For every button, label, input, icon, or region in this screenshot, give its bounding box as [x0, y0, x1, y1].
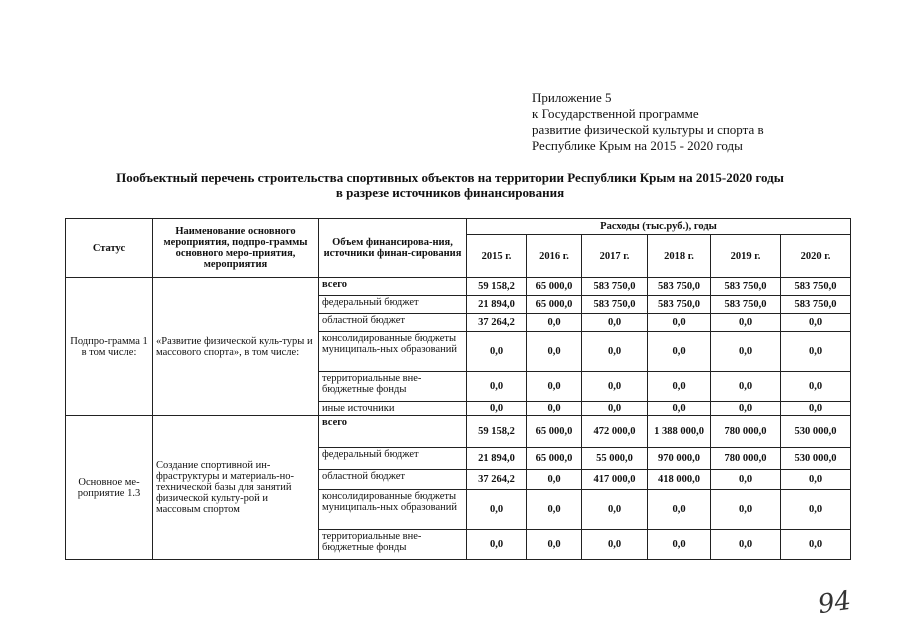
- header-year: 2020 г.: [781, 235, 851, 278]
- amount-cell: 0,0: [648, 402, 711, 416]
- amount-cell: 0,0: [527, 402, 582, 416]
- amount-cell: 583 750,0: [582, 296, 648, 314]
- amount-cell: 970 000,0: [648, 448, 711, 470]
- amount-cell: 0,0: [582, 314, 648, 332]
- header-year: 2015 г.: [467, 235, 527, 278]
- amount-cell: 0,0: [467, 332, 527, 372]
- amount-cell: 0,0: [711, 332, 781, 372]
- amount-cell: 0,0: [527, 372, 582, 402]
- amount-cell: 0,0: [711, 530, 781, 560]
- amount-cell: 21 894,0: [467, 296, 527, 314]
- funding-source-cell: федеральный бюджет: [319, 296, 467, 314]
- amount-cell: 0,0: [467, 372, 527, 402]
- funding-source-cell: территориальные вне-бюджетные фонды: [319, 372, 467, 402]
- amount-cell: 583 750,0: [648, 296, 711, 314]
- table-row: [66, 416, 851, 448]
- status-cell: Основное ме-роприятие 1.3: [66, 416, 153, 560]
- amount-cell: 0,0: [711, 314, 781, 332]
- funding-source-cell: областной бюджет: [319, 470, 467, 490]
- amount-cell: 0,0: [781, 372, 851, 402]
- status-cell: Подпро-грамма 1 в том числе:: [66, 278, 153, 416]
- appendix-line-1: Приложение 5: [532, 90, 612, 105]
- header-year: 2016 г.: [527, 235, 582, 278]
- amount-cell: 583 750,0: [711, 278, 781, 296]
- program-name-cell: Создание спортивной ин-фраструктуры и материаль-но- технической базы для занятий физической культу-рой и массовым спортом: [153, 416, 319, 560]
- amount-cell: 0,0: [711, 402, 781, 416]
- amount-cell: 65 000,0: [527, 416, 582, 448]
- amount-cell: 0,0: [711, 470, 781, 490]
- amount-cell: 0,0: [781, 490, 851, 530]
- header-year: 2019 г.: [711, 235, 781, 278]
- amount-cell: 65 000,0: [527, 448, 582, 470]
- title-line-2: в разрезе источников финансирования: [335, 185, 565, 200]
- amount-cell: 0,0: [781, 402, 851, 416]
- amount-cell: 0,0: [648, 530, 711, 560]
- amount-cell: 0,0: [648, 314, 711, 332]
- header-year: 2017 г.: [582, 235, 648, 278]
- amount-cell: 37 264,2: [467, 314, 527, 332]
- amount-cell: 780 000,0: [711, 416, 781, 448]
- appendix-line-2: к Государственной программе: [532, 106, 699, 121]
- header-status: Статус: [66, 219, 153, 278]
- amount-cell: 0,0: [648, 372, 711, 402]
- amount-cell: 65 000,0: [527, 278, 582, 296]
- funding-source-cell: областной бюджет: [319, 314, 467, 332]
- amount-cell: 0,0: [582, 332, 648, 372]
- funding-source-cell: иные источники: [319, 402, 467, 416]
- amount-cell: 59 158,2: [467, 416, 527, 448]
- amount-cell: 0,0: [781, 470, 851, 490]
- amount-cell: 530 000,0: [781, 416, 851, 448]
- appendix-line-3: развитие физической культуры и спорта в: [532, 122, 764, 137]
- amount-cell: 0,0: [527, 332, 582, 372]
- amount-cell: 0,0: [582, 530, 648, 560]
- amount-cell: 472 000,0: [582, 416, 648, 448]
- header-year: 2018 г.: [648, 235, 711, 278]
- amount-cell: 530 000,0: [781, 448, 851, 470]
- amount-cell: 0,0: [467, 530, 527, 560]
- amount-cell: 65 000,0: [527, 296, 582, 314]
- amount-cell: 0,0: [527, 470, 582, 490]
- header-name: Наименование основного мероприятия, подпро-граммы основного меро-приятия, мероприятия: [153, 219, 319, 278]
- amount-cell: 0,0: [648, 332, 711, 372]
- amount-cell: 0,0: [582, 402, 648, 416]
- amount-cell: 37 264,2: [467, 470, 527, 490]
- amount-cell: 0,0: [582, 490, 648, 530]
- appendix-note: [532, 90, 764, 154]
- amount-cell: 418 000,0: [648, 470, 711, 490]
- amount-cell: 0,0: [527, 530, 582, 560]
- amount-cell: 0,0: [711, 372, 781, 402]
- amount-cell: 0,0: [467, 490, 527, 530]
- program-name-cell: «Развитие физической куль-туры и массового спорта», в том числе:: [153, 278, 319, 416]
- amount-cell: 583 750,0: [781, 278, 851, 296]
- amount-cell: 0,0: [467, 402, 527, 416]
- funding-source-cell: всего: [319, 278, 467, 296]
- funding-source-cell: консолидированные бюджеты муниципаль-ных образований: [319, 332, 467, 372]
- amount-cell: 583 750,0: [781, 296, 851, 314]
- table-row: [66, 278, 851, 296]
- funding-source-cell: федеральный бюджет: [319, 448, 467, 470]
- amount-cell: 417 000,0: [582, 470, 648, 490]
- amount-cell: 0,0: [781, 314, 851, 332]
- funding-table: [65, 218, 851, 560]
- amount-cell: 0,0: [527, 314, 582, 332]
- document-title: [20, 170, 880, 200]
- amount-cell: 583 750,0: [648, 278, 711, 296]
- header-source: Объем финансирова-ния, источники финан-сирования: [319, 219, 467, 278]
- table-body: [66, 278, 851, 560]
- appendix-line-4: Республике Крым на 2015 - 2020 годы: [532, 138, 743, 153]
- amount-cell: 780 000,0: [711, 448, 781, 470]
- amount-cell: 0,0: [527, 490, 582, 530]
- header-expenses: Расходы (тыс.руб.), годы: [467, 219, 851, 235]
- amount-cell: 1 388 000,0: [648, 416, 711, 448]
- funding-source-cell: консолидированные бюджеты муниципаль-ных образований: [319, 490, 467, 530]
- amount-cell: 0,0: [582, 372, 648, 402]
- funding-source-cell: территориальные вне-бюджетные фонды: [319, 530, 467, 560]
- page-number: 94: [816, 585, 854, 621]
- amount-cell: 0,0: [648, 490, 711, 530]
- title-line-1: Пообъектный перечень строительства спортивных объектов на территории Республики Крым на 2015-2020 годы: [116, 170, 784, 185]
- amount-cell: 583 750,0: [582, 278, 648, 296]
- amount-cell: 0,0: [781, 332, 851, 372]
- funding-source-cell: всего: [319, 416, 467, 448]
- amount-cell: 21 894,0: [467, 448, 527, 470]
- amount-cell: 55 000,0: [582, 448, 648, 470]
- amount-cell: 59 158,2: [467, 278, 527, 296]
- amount-cell: 0,0: [781, 530, 851, 560]
- amount-cell: 583 750,0: [711, 296, 781, 314]
- amount-cell: 0,0: [711, 490, 781, 530]
